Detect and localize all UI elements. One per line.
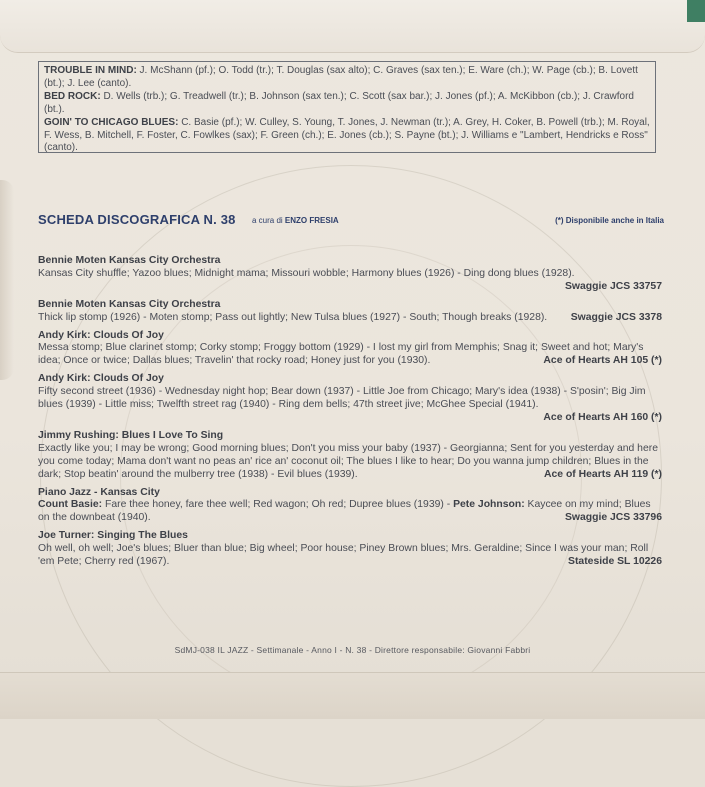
tracks-text: Exactly like you; I may be wrong; Good morning blues; Don't you miss your baby (1937) - Georgianna; Sent for you yesterday and here you come today; Mama don't want no peas an' rice an' coconut oil; The blues I like to hear; Do you wanna jump children; Blues in the dark; Stop beatin' around the mulberry tree (1938) - Evil blues (1939). — [38, 442, 658, 480]
curator-prefix: a cura di — [252, 216, 285, 225]
catalog-number: Stateside SL 10226 — [568, 556, 662, 568]
credit-text: C. Basie (pf.); W. Culley, S. Young, T. Jones, J. Newman (tr.); A. Grey, H. Coker, B. Powell (trb.); M. Royal, F. Wess, B. Mitchell, F. Foster, C. Fowlkes (sax); F. Green (ch.); E. Jones (cb.); S. Payne (bt.); J. Williams e "Lambert, Hendricks e Ross" (canto). — [44, 116, 650, 154]
catalog-number: Swaggie JCS 33796 — [564, 512, 662, 524]
tracks-text: Fare thee honey, fare thee well; Red wagon; Oh red; Dupree blues (1939) - — [102, 499, 454, 511]
tracks-text: Thick lip stomp (1926) - Moten stomp; Pass out lightly; New Tulsa blues (1927) - South; Though breaks (1928). — [38, 311, 548, 323]
catalog-number: Ace of Hearts AH 119 (*) — [544, 468, 662, 480]
catalog-number: Swaggie JCS 3378 — [570, 311, 662, 323]
album-title: Bennie Moten Kansas City Orchestra — [38, 255, 221, 266]
sleeve-top-flap — [0, 0, 705, 53]
track-list — [38, 267, 662, 292]
credit-text: J. McShann (pf.); O. Todd (tr.); T. Douglas (sax alto); C. Graves (sax ten.); E. Ware (ch.); W. Page (cb.); B. Lovett (bt.); J. Lee (canto). — [44, 65, 638, 89]
credit-bed-rock — [44, 91, 651, 117]
album-title: Bennie Moten Kansas City Orchestra — [38, 298, 221, 310]
green-edge-strip — [687, 0, 705, 22]
artist-name: Count Basie: — [38, 499, 103, 511]
scheda-header — [38, 212, 664, 230]
credit-goin-to-chicago — [44, 117, 651, 156]
catalog-number: Swaggie JCS 33757 — [564, 280, 662, 292]
catalog-number: Ace of Hearts AH 160 (*) — [543, 411, 662, 423]
credit-title: BED ROCK: — [44, 90, 101, 102]
list-item — [38, 299, 662, 325]
publication-footer: SdMJ-038 IL JAZZ - Settimanale - Anno I - N. 38 - Direttore responsabile: Giovanni Fabbri — [174, 645, 531, 655]
scheda-title: SCHEDA DISCOGRAFICA N. 38 — [38, 212, 236, 227]
track-list — [38, 499, 662, 525]
track-list — [38, 342, 662, 368]
tracks-text: Oh well, oh well; Joe's blues; Bluer than blue; Big wheel; Poor house; Piney Brown blues; Mrs. Geraldine; Since I was your man; Roll 'em Pete; Cherry red (1967). — [38, 543, 649, 568]
list-item — [38, 430, 662, 482]
album-title: Andy Kirk: Clouds Of Joy — [38, 373, 164, 385]
sleeve-bottom-band — [0, 672, 705, 719]
credit-title: GOIN' TO CHICAGO BLUES: — [44, 116, 179, 128]
album-title: Piano Jazz - Kansas City — [38, 486, 160, 498]
artist-name: Pete Johnson: — [453, 499, 525, 511]
track-list — [38, 543, 662, 569]
list-item — [38, 530, 662, 569]
curator-name: ENZO FRESIA — [284, 216, 339, 225]
album-title: Jimmy Rushing: Blues I Love To Sing — [38, 429, 224, 441]
scheda-curator-line — [252, 216, 339, 225]
album-title: Joe Turner: Singing The Blues — [38, 530, 188, 542]
catalog-number: Ace of Hearts AH 105 (*) — [543, 355, 662, 367]
tracks-text: Messa stomp; Blue clarinet stomp; Corky stomp; Froggy bottom (1929) - I lost my girl from Memphis; Snag it; Sweet and hot; Mary's idea; Once or twice; Dallas blues; Travelin' that rocky road; Honey just for you (1930). — [38, 342, 644, 367]
credit-trouble-in-mind — [44, 65, 651, 91]
list-item — [38, 487, 662, 526]
track-list — [38, 312, 662, 325]
track-list — [38, 443, 662, 482]
album-title: Andy Kirk: Clouds Of Joy — [38, 329, 164, 341]
discography-list — [38, 255, 662, 574]
tracks-text: Kaycee on my mind; Blues on the downbeat (1940). — [38, 499, 651, 524]
availability-note: (*) Disponibile anche in Italia — [555, 216, 664, 225]
tracks-text: Kansas City shuffle; Yazoo blues; Midnight mama; Missouri wobble; Harmony blues (1926) - Ding dong blues (1928). — [38, 267, 575, 279]
list-item — [38, 373, 662, 425]
list-item — [38, 330, 662, 369]
track-list — [38, 386, 662, 423]
tracks-text: Fifty second street (1936) - Wednesday night hop; Bear down (1937) - Little Joe from Chicago; Mary's idea (1938) - S'posin'; Big Jim blues (1939) - Little miss; Twelfth street rag (1940) - Ring dem bells; 47th street jive; McGhee Special (1941). — [38, 386, 646, 411]
credit-title: TROUBLE IN MIND: — [44, 65, 137, 76]
personnel-credits-box — [38, 61, 656, 153]
list-item — [38, 255, 662, 294]
sleeve-left-fold — [0, 180, 14, 380]
credit-text: D. Wells (trb.); G. Treadwell (tr.); B. Johnson (sax ten.); C. Scott (sax bar.); J. Jones (pf.); A. McKibbon (cb.); J. Crawford (bt.). — [44, 90, 634, 115]
